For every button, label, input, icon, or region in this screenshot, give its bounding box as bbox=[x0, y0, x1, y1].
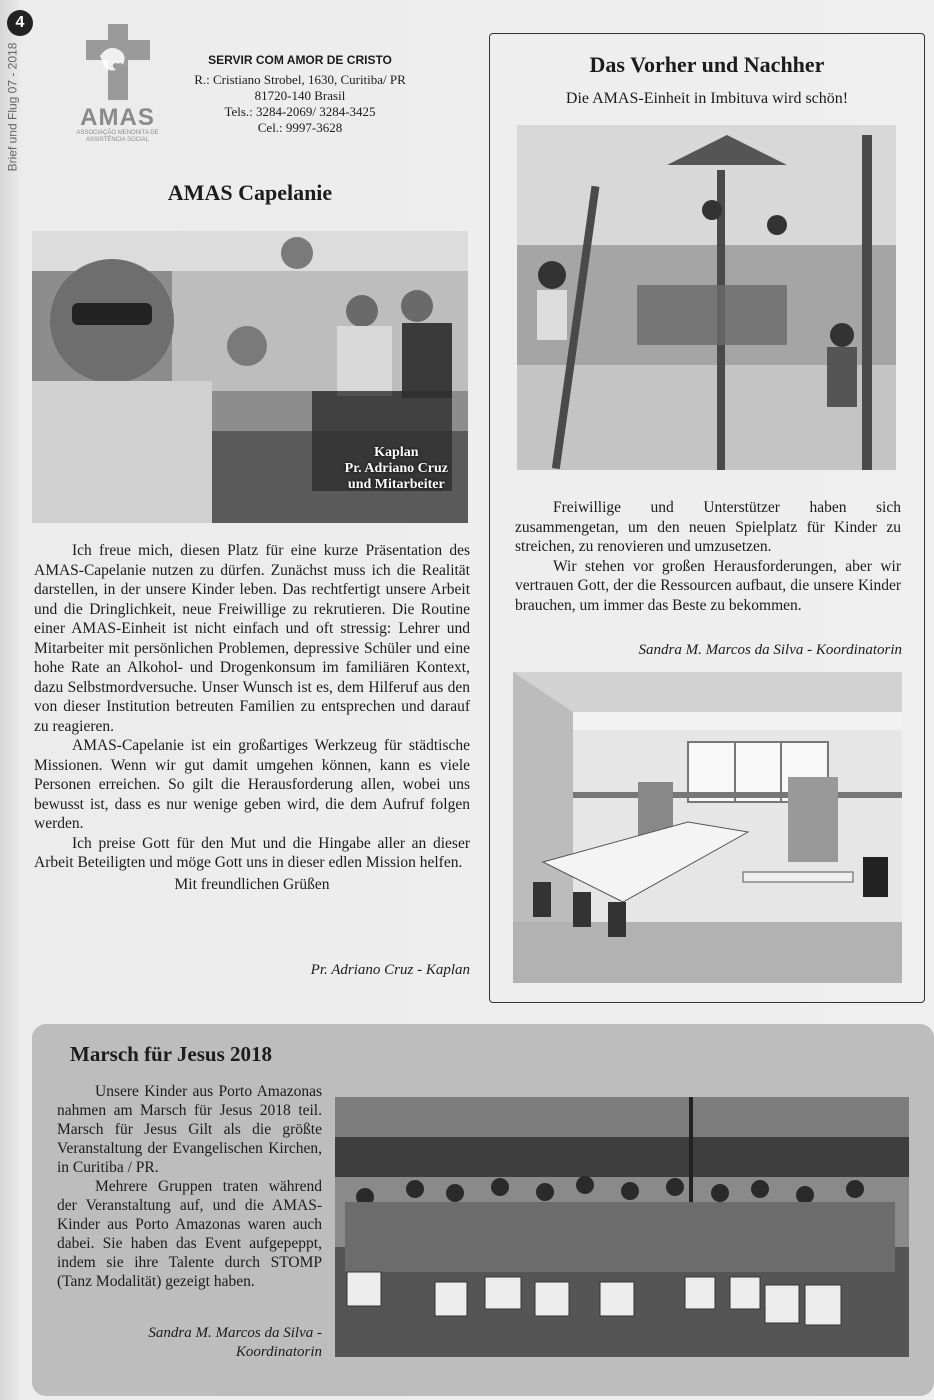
capelanie-body bbox=[34, 541, 470, 894]
marsch-body bbox=[57, 1082, 322, 1291]
marsch-signature-line-1: Sandra M. Marcos da Silva - bbox=[148, 1325, 322, 1341]
marsch-paragraph-1: Unsere Kinder aus Porto Amazonas nahmen am Marsch für Jesus 2018 teil. Marsch für Jesus Gilt als die größte Veranstaltung der Evangelischen Kirchen, in Curitiba / PR. bbox=[57, 1083, 322, 1176]
before-after-title: Das Vorher und Nachher bbox=[589, 52, 825, 77]
before-after-body bbox=[515, 498, 901, 615]
before-after-paragraph-2: Wir stehen vor großen Herausforderungen, aber wir vertrauen Gott, der die Ressourcen aufbaut, die unsere Kinder brauchen, um immer das Beste zu bekommen. bbox=[515, 557, 901, 614]
marsch-signature bbox=[57, 1324, 322, 1362]
before-after-paragraph-1: Freiwillige und Unterstützer haben sich zusammengetan, um den neuen Spielplatz für Kinder zu streichen, zu renovieren und umzusetzen. bbox=[515, 499, 901, 555]
cell-line: Cel.: 9997-3628 bbox=[257, 120, 343, 135]
caption-line-1: Kaplan bbox=[374, 445, 419, 460]
marsch-paragraph-2: Mehrere Gruppen traten während der Veranstaltung auf, und die AMAS-Kinder aus Porto Amazonas waren auch dabei. Sie haben das Event aufgepeppt, indem sie ihre Talente durch STOMP (Tanz Modalität) gezeigt haben. bbox=[57, 1178, 322, 1290]
caption-line-2: Pr. Adriano Cruz bbox=[344, 461, 448, 476]
chaplain-photo bbox=[32, 231, 468, 523]
motto: SERVIR COM AMOR DE CRISTO bbox=[208, 53, 392, 67]
before-after-signature: Sandra M. Marcos da Silva - Koordinatorin bbox=[638, 642, 902, 658]
marsch-photo-illustration bbox=[335, 1097, 909, 1357]
playground-photo bbox=[517, 125, 896, 470]
postal-line: 81720-140 Brasil bbox=[254, 88, 346, 103]
before-after-subtitle: Die AMAS-Einheit in Imbituva wird schön! bbox=[565, 90, 849, 107]
classroom-photo-illustration bbox=[513, 672, 902, 983]
side-margin-text: Brief und Flug 07 - 2018 bbox=[5, 42, 20, 172]
marsch-box bbox=[32, 1024, 934, 1396]
marsch-photo bbox=[335, 1097, 909, 1357]
before-after-box bbox=[489, 33, 925, 1003]
logo-subtitle: ASSOCIAÇÃO MENONITA DE ASSISTÊNCIA SOCIAL bbox=[76, 130, 159, 143]
marsch-signature-line-2: Koordinatorin bbox=[235, 1344, 322, 1360]
playground-photo-illustration bbox=[517, 125, 896, 470]
logo-wordmark: AMAS bbox=[80, 104, 155, 131]
capelanie-signature: Pr. Adriano Cruz - Kaplan bbox=[310, 962, 470, 978]
caption-line-3: und Mitarbeiter bbox=[347, 477, 445, 492]
marsch-title: Marsch für Jesus 2018 bbox=[70, 1042, 273, 1066]
page-number-badge: 4 bbox=[7, 10, 33, 36]
capelanie-closing: Mit freundlichen Grüßen bbox=[174, 875, 330, 893]
cross-heart-icon bbox=[70, 22, 165, 107]
capelanie-paragraph-3: Ich preise Gott für den Mut und die Hingabe aller an dieser Arbeit Beteiligten und möge Gott uns in dieser edlen Mission helfen. bbox=[34, 834, 470, 871]
contact-block bbox=[170, 52, 430, 136]
capelanie-paragraph-2: AMAS-Capelanie ist ein großartiges Werkzeug für städtische Missionen. Wenn wir gut damit umgehen können, kann es viele Personen erreichen. So gilt die Herausforderung allen, wobei uns bewusst ist, dass es nur wenige geben wird, die dem Aufruf folgen werden. bbox=[34, 737, 470, 832]
classroom-photo bbox=[513, 672, 902, 983]
address-line: R.: Cristiano Strobel, 1630, Curitiba/ PR bbox=[194, 72, 406, 87]
capelanie-paragraph-1: Ich freue mich, diesen Platz für eine kurze Präsentation des AMAS-Capelanie nutzen zu dürfen. Zunächst muss ich die Realität darstellen, in der unsere Kinder leben. Das rechtfertigt unsere Arbeit und die Dringlichkeit, neue Freiwillige zu rekrutieren. Die Routine einer AMAS-Einheit ist nicht einfach und oft stressig: Lehrer und Mitarbeiter mit persönlichen Problemen, depressive Schüler und eine hohe Rate an Alkohol- und Drogenkonsum im familiären Kontext, dazu Selbstmordversuche. Unser Wunsch ist es, dem Hilferuf aus den von dieser Institution betreuten Familien zu entsprechen und darauf zu reagieren. bbox=[34, 542, 470, 735]
phone-line: Tels.: 3284-2069/ 3284-3425 bbox=[224, 104, 376, 119]
amas-logo bbox=[70, 22, 165, 147]
capelanie-title: AMAS Capelanie bbox=[167, 180, 333, 205]
photo-caption bbox=[345, 445, 448, 493]
